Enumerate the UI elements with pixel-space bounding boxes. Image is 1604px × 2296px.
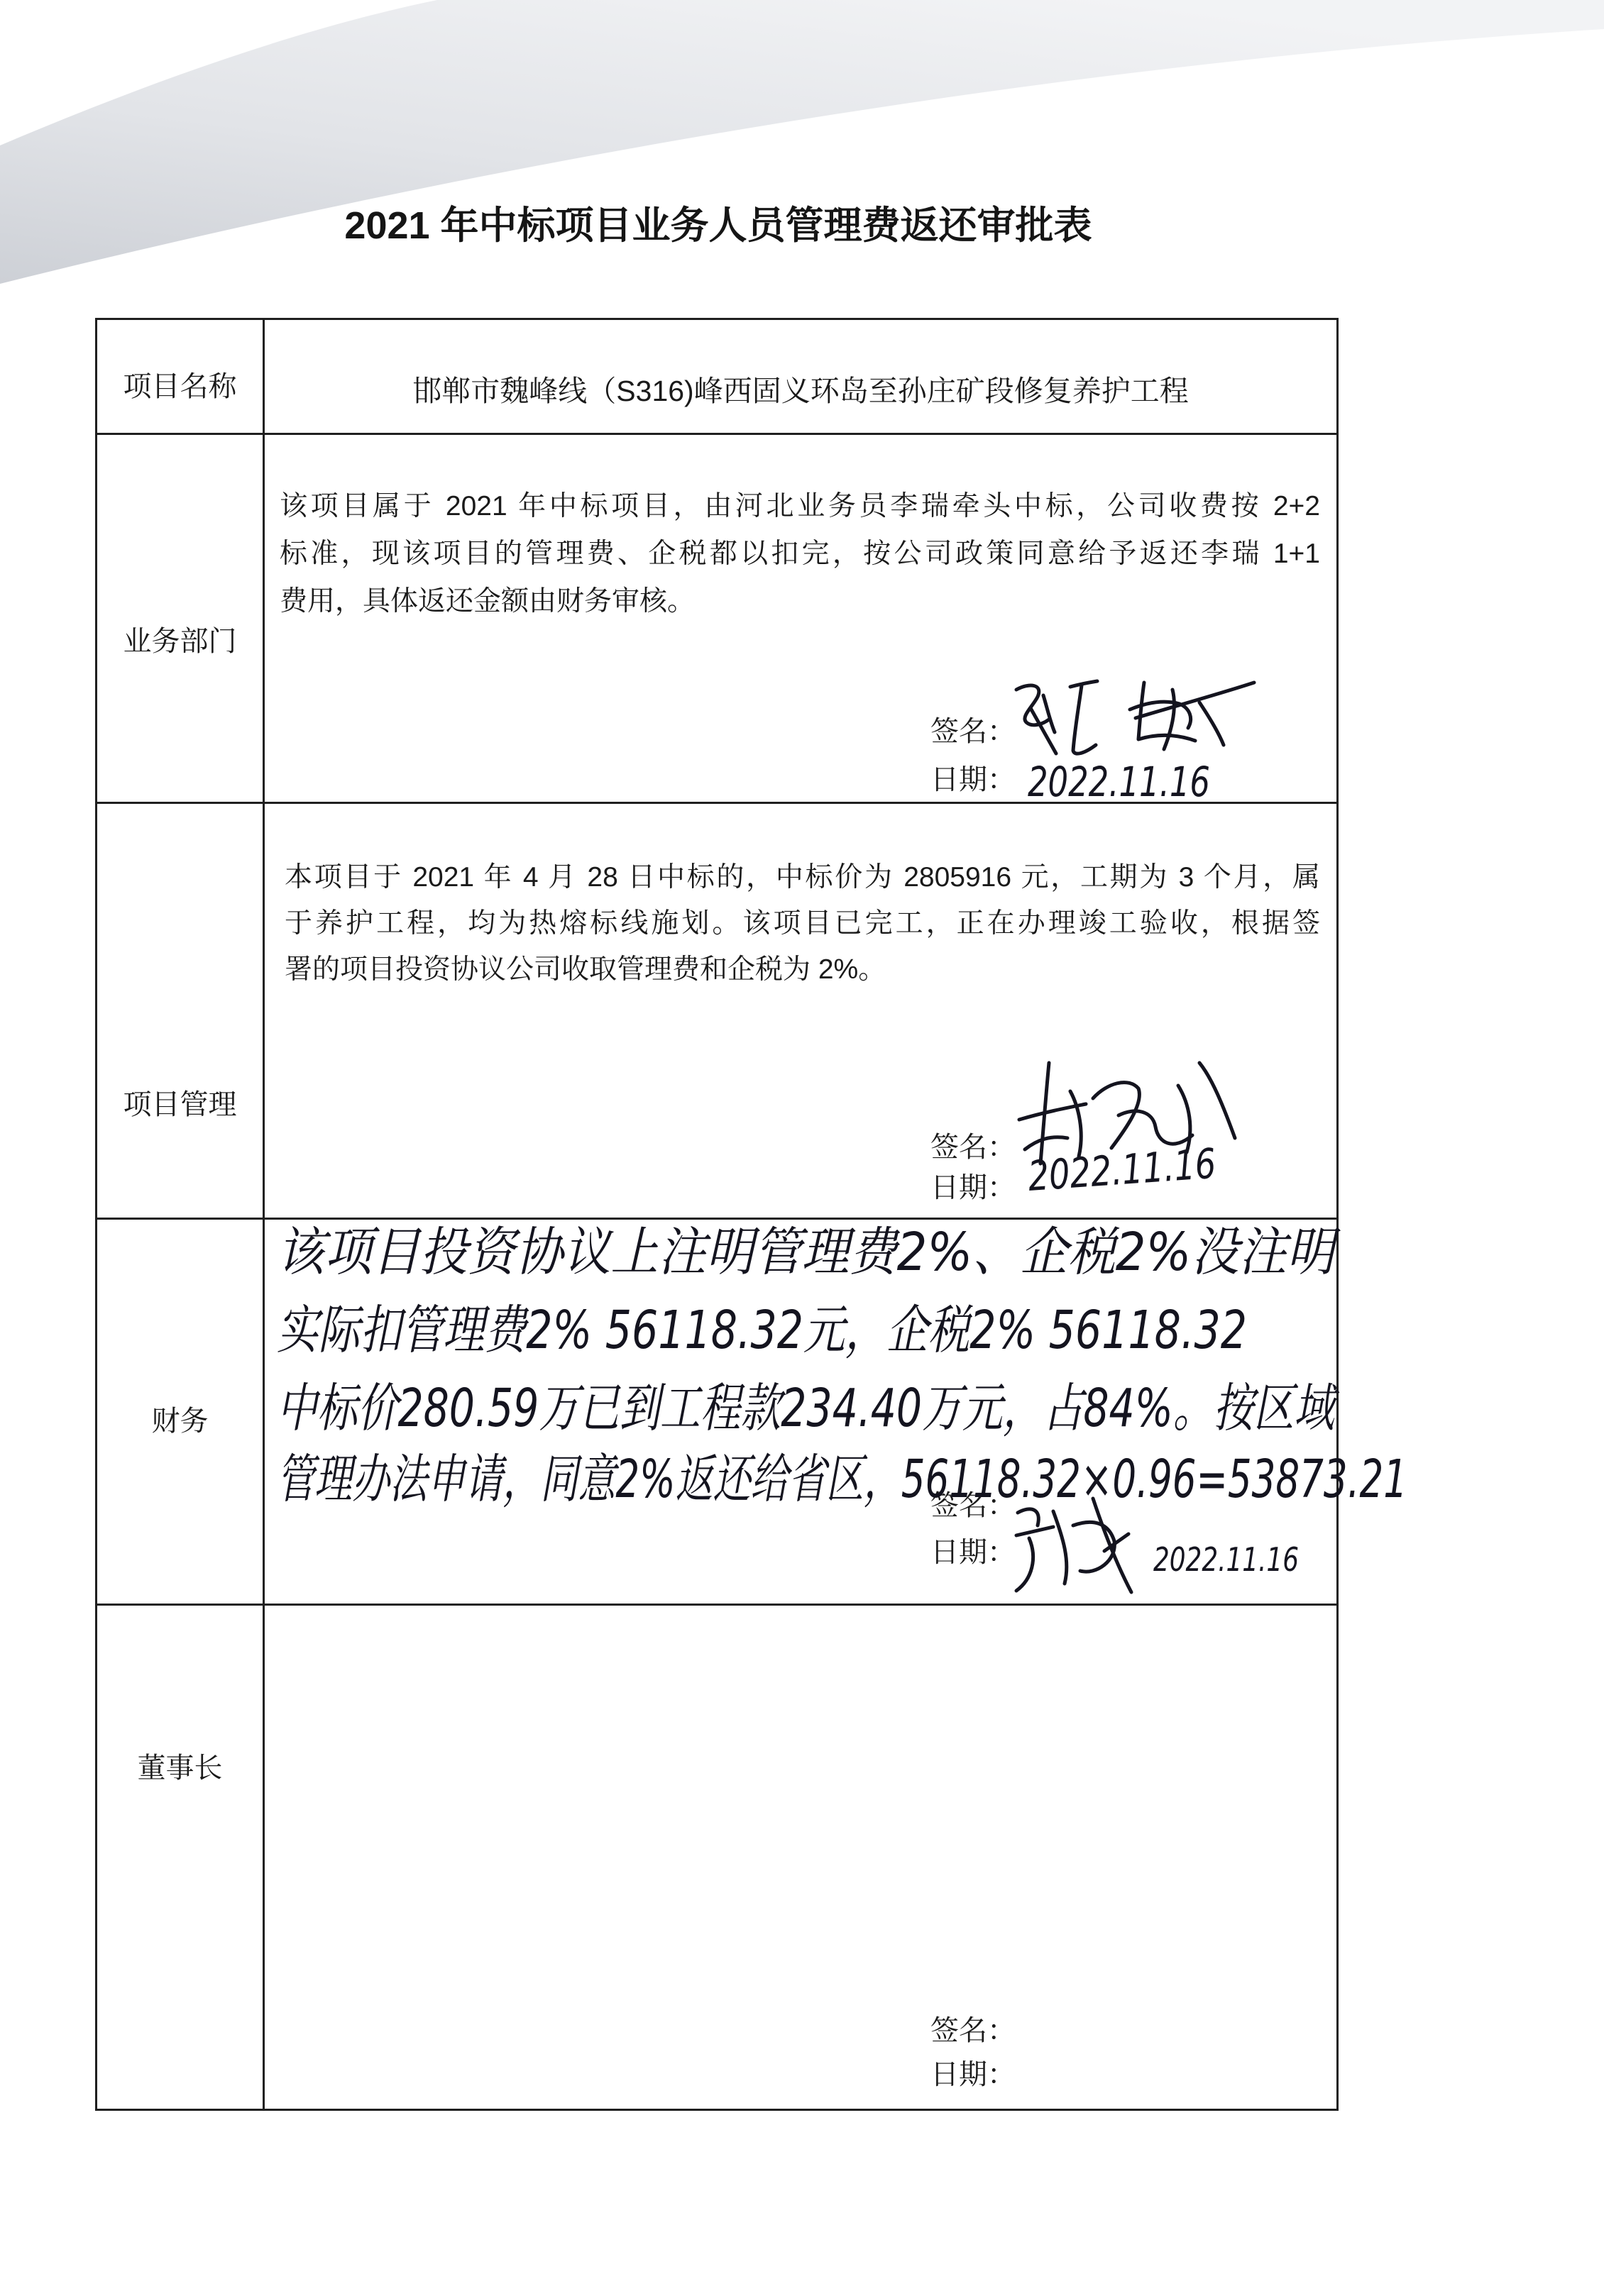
date-label: 日期： [930,2059,1016,2090]
handwritten-date-project-management: 2022.11.16 [1026,1135,1265,1201]
label-cell [97,435,265,802]
row-project-management [97,802,1336,1218]
opinion-line: 标准，现该项目的管理费、企税都以扣完，按公司政策同意给予返还李瑞 1+1 [280,539,1320,569]
signature-label: 签名： [930,1490,1016,1521]
signature-label: 签名： [930,2015,1016,2046]
project-name-value: 邯郸市魏峰线（S316)峰西固义环岛至孙庄矿段修复养护工程 [412,375,1189,407]
date-label: 日期： [930,1537,1016,1568]
business-dept-opinion [280,482,1320,625]
row-finance [97,1218,1336,1604]
row-label-project-management: 项目管理 [123,1089,237,1120]
opinion-line: 费用，具体返还金额由财务审核。 [280,586,696,617]
approval-table [95,318,1339,2111]
finance-note-line: 管理办法申请，同意2%返还给省区，56118.32×0.96=53873.21 [277,1449,1407,1510]
content-cell [265,1606,1336,2109]
label-cell [97,1220,265,1604]
finance-note-line: 实际扣管理费2% 56118.32元，企税2% 56118.32 [277,1300,1247,1361]
row-label-project-name: 项目名称 [123,371,237,402]
date-label: 日期： [930,764,1016,795]
opinion-line: 于养护工程，均为热熔标线施划。该项目已完工，正在办理竣工验收，根据签 [285,908,1320,939]
label-cell [97,804,265,1218]
handwritten-date-finance: 2022.11.16 [1153,1540,1299,1579]
row-business-dept [97,433,1336,802]
finance-note-line: 该项目投资协议上注明管理费2%、企税2%没注明 [277,1222,1341,1283]
content-cell [265,320,1336,433]
handwritten-date-business-dept: 2022.11.16 [1028,758,1210,806]
date-label: 日期： [930,1172,1016,1203]
row-chairman [97,1604,1336,2109]
label-cell [97,1606,265,2109]
opinion-line: 该项目属于 2021 年中标项目，由河北业务员李瑞牵头中标，公司收费按 2+2 [280,491,1320,521]
label-cell [97,320,265,433]
form-title: 2021 年中标项目业务人员管理费返还审批表 [344,204,1092,247]
signature-label: 签名： [930,716,1016,747]
opinion-line: 署的项目投资协议公司收取管理费和企税为 2%。 [285,954,886,985]
content-cell [265,804,1336,1218]
content-cell [265,1220,1336,1604]
content-cell [265,435,1336,802]
signature-label: 签名： [930,1132,1016,1163]
project-management-opinion [285,854,1320,993]
row-label-chairman: 董事长 [137,1753,223,1784]
finance-note-line: 中标价280.59万已到工程款234.40万元，占84%。按区域 [277,1378,1340,1439]
row-label-business-dept: 业务部门 [123,626,237,657]
row-label-finance: 财务 [151,1406,209,1437]
opinion-line: 本项目于 2021 年 4 月 28 日中标的，中标价为 2805916 元，工期为 3 个月，属 [285,862,1320,893]
row-project-name [97,320,1336,433]
